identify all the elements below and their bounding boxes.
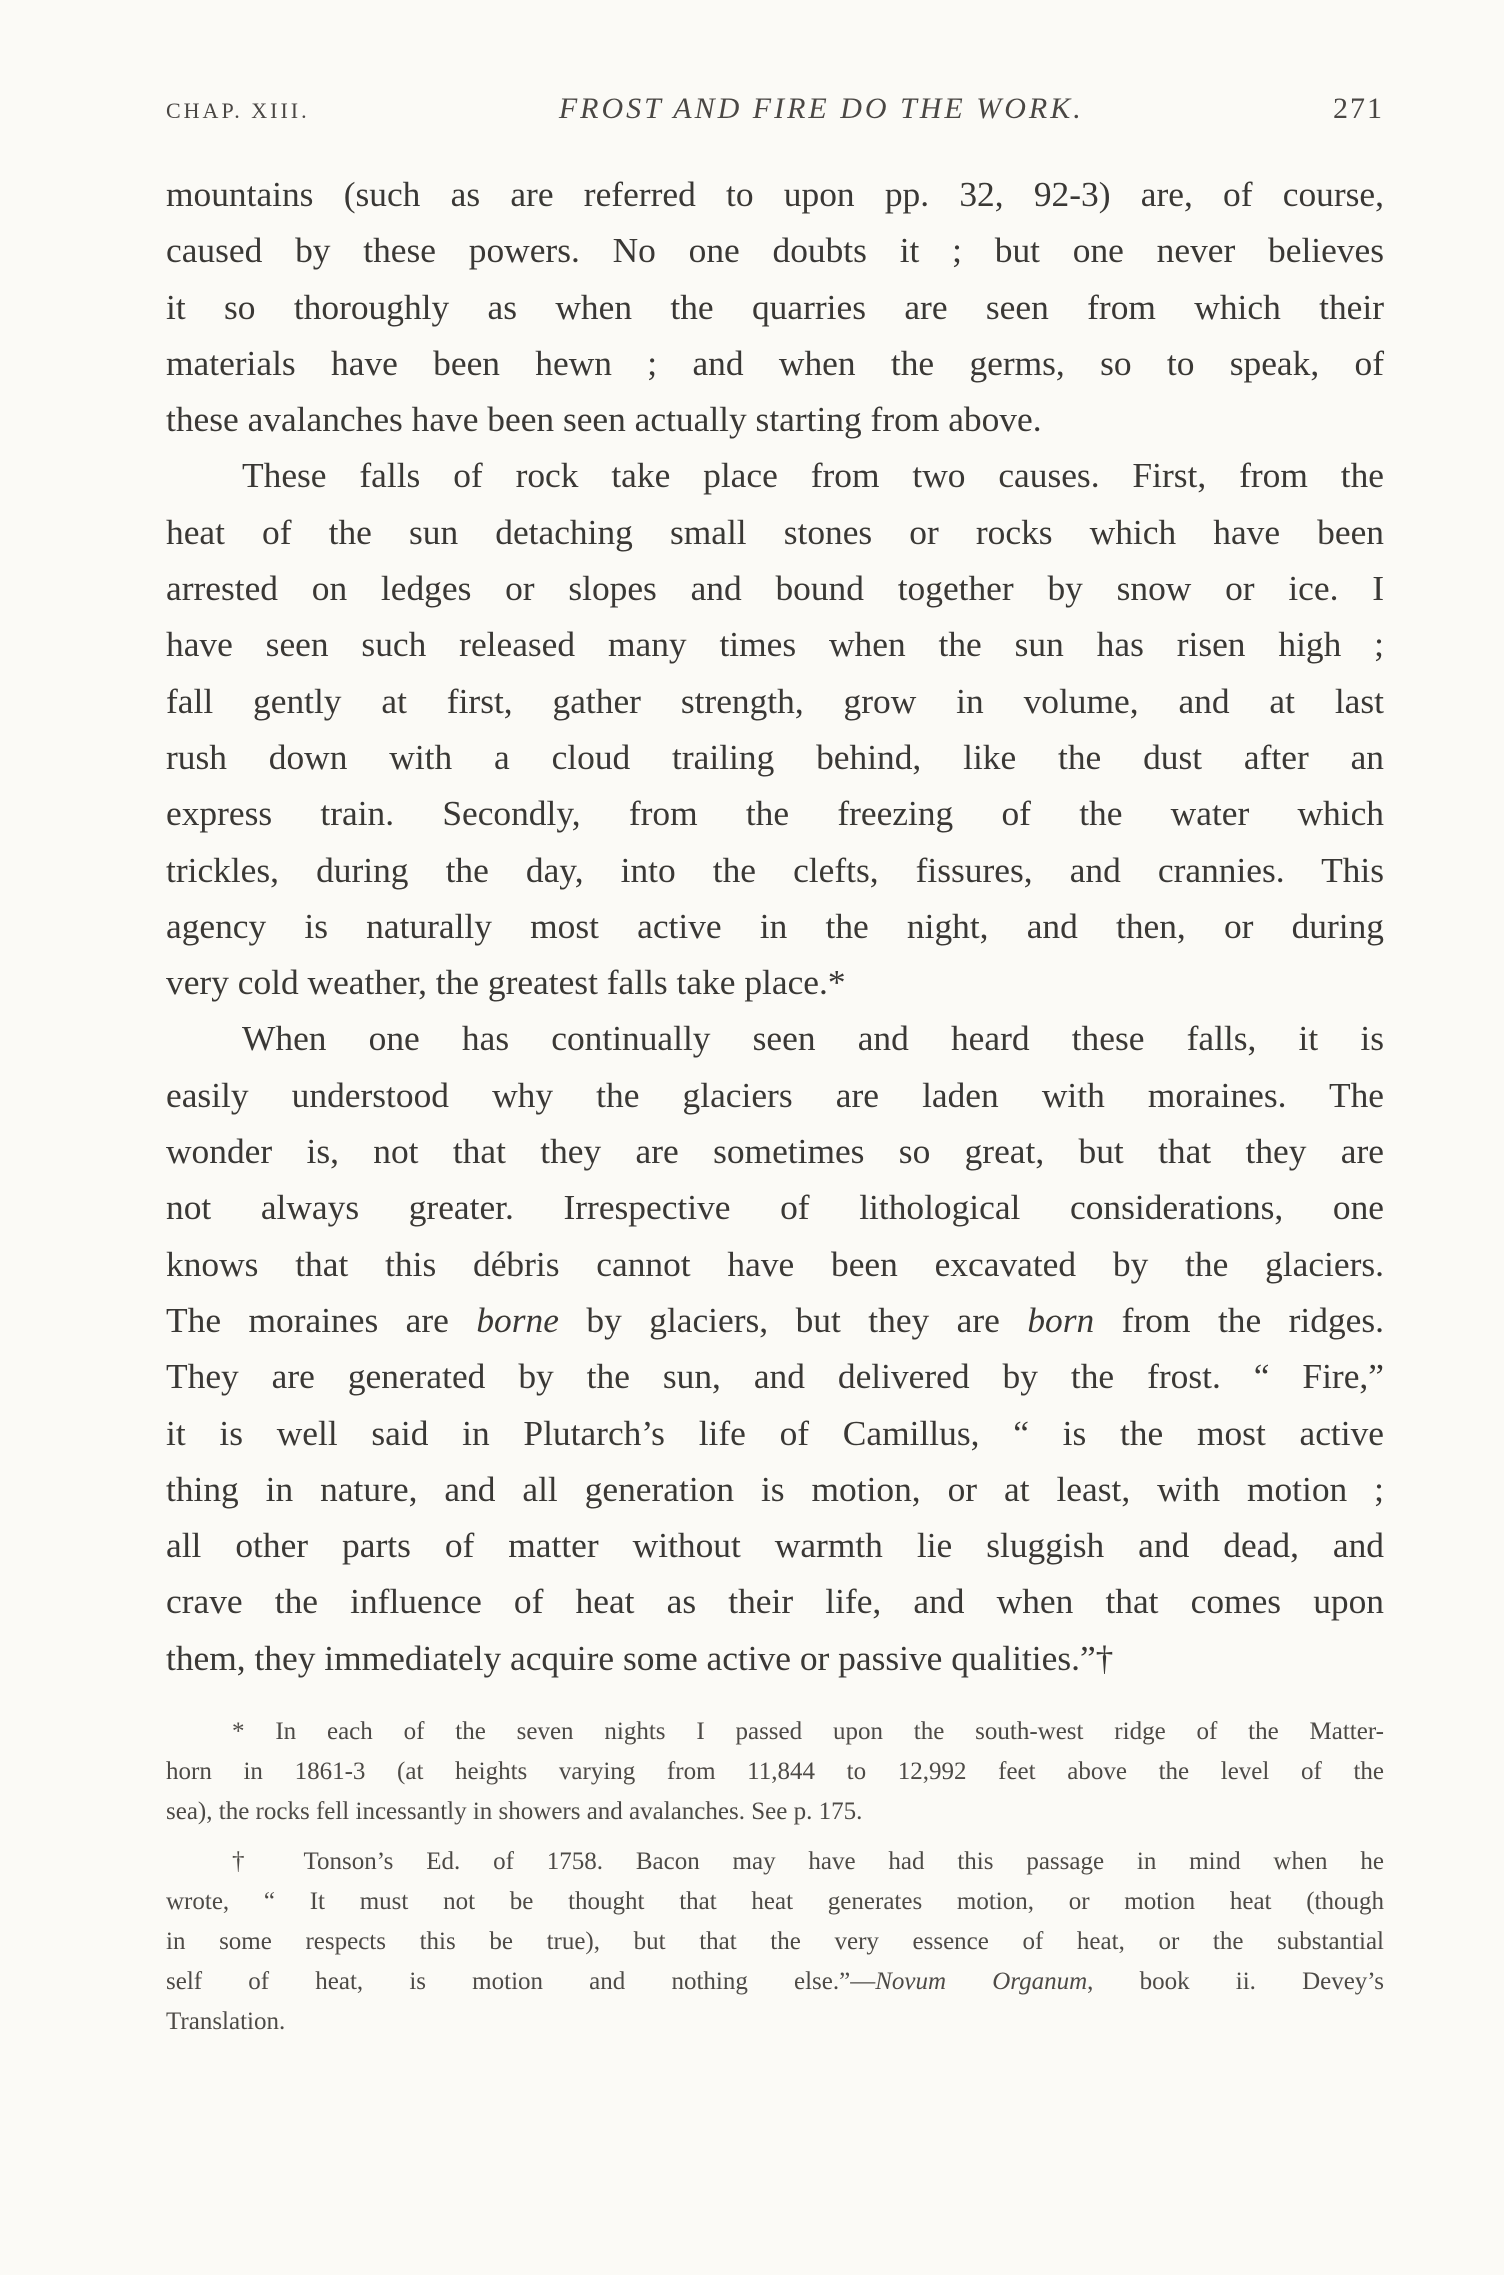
text-line: fall gently at first, gather strength, grow in volume, and at last <box>166 680 1384 721</box>
text-run: The moraines are <box>166 1299 477 1340</box>
text-line: wonder is, not that they are sometimes so great, but that they are <box>166 1131 1384 1172</box>
italic-title-novum-organum: Novum Organum <box>875 1968 1088 1996</box>
text-line: it so thoroughly as when the quarries are seen from which their <box>166 286 1384 327</box>
running-title: FROST AND FIRE DO THE WORK. <box>558 92 1084 125</box>
text-line: These falls of rock take place from two causes. First, from the <box>242 455 1384 496</box>
italic-word-born: born <box>1027 1299 1095 1340</box>
footnote-line: Translation. <box>166 2008 286 2036</box>
text-line <box>166 1292 1384 1348</box>
text-line: crave the influence of heat as their life, and when that comes upon <box>166 1581 1384 1622</box>
text-line: rush down with a cloud trailing behind, like the dust after an <box>166 736 1384 777</box>
text-line: it is well said in Plutarch’s life of Camillus, “ is the most active <box>166 1412 1384 1453</box>
text-run: self of heat, is motion and nothing else.”— <box>166 1968 876 1996</box>
text-run: , book ii. Devey’s <box>1087 1968 1384 1996</box>
main-text <box>166 166 1384 1686</box>
footnote-1 <box>166 1712 1384 1832</box>
chapter-label: CHAP. XIII. <box>166 98 310 123</box>
text-line: knows that this débris cannot have been excavated by the glaciers. <box>166 1243 1384 1284</box>
footnote-line: wrote, “ It must not be thought that heat generates motion, or motion heat (though <box>166 1888 1384 1916</box>
text-line: arrested on ledges or slopes and bound together by snow or ice. I <box>166 568 1384 609</box>
italic-word-borne: borne <box>476 1299 559 1340</box>
text-line: heat of the sun detaching small stones or rocks which have been <box>166 511 1384 552</box>
text-line: have seen such released many times when the sun has risen high ; <box>166 624 1384 665</box>
footnote-line: in some respects this be true), but that the very essence of heat, or the substantial <box>166 1928 1384 1956</box>
paragraph-3 <box>166 1010 1384 1686</box>
text-line: them, they immediately acquire some active or passive qualities.”† <box>166 1637 1114 1678</box>
footnote-line: horn in 1861-3 (at heights varying from 11,844 to 12,992 feet above the level of the <box>166 1758 1384 1786</box>
text-line: thing in nature, and all generation is motion, or at least, with motion ; <box>166 1468 1384 1509</box>
text-line: trickles, during the day, into the clefts, fissures, and crannies. This <box>166 849 1384 890</box>
footnote-line: * In each of the seven nights I passed upon the south-west ridge of the Matter- <box>232 1718 1384 1746</box>
footnote-line: † Tonson’s Ed. of 1758. Bacon may have had this passage in mind when he <box>232 1848 1384 1876</box>
paragraph-1 <box>166 166 1384 447</box>
running-header <box>166 92 1384 140</box>
text-line: agency is naturally most active in the night, and then, or during <box>166 905 1384 946</box>
book-page <box>166 92 1384 2052</box>
text-line: easily understood why the glaciers are laden with moraines. The <box>166 1074 1384 1115</box>
paragraph-2 <box>166 447 1384 1010</box>
text-line: express train. Secondly, from the freezing of the water which <box>166 793 1384 834</box>
text-line: these avalanches have been seen actually starting from above. <box>166 399 1042 440</box>
text-line: very cold weather, the greatest falls take place.* <box>166 962 846 1003</box>
footnotes <box>166 1712 1384 2042</box>
text-line: materials have been hewn ; and when the germs, so to speak, of <box>166 342 1384 383</box>
footnote-2 <box>166 1842 1384 2042</box>
text-line: not always greater. Irrespective of lithological considerations, one <box>166 1187 1384 1228</box>
text-line: caused by these powers. No one doubts it ; but one never believes <box>166 230 1384 271</box>
text-line: When one has continually seen and heard these falls, it is <box>242 1018 1384 1059</box>
text-run: by glaciers, but they are <box>558 1299 1028 1340</box>
page-number: 271 <box>1332 92 1384 125</box>
text-run: from the ridges. <box>1094 1299 1384 1340</box>
footnote-line: sea), the rocks fell incessantly in showers and avalanches. See p. 175. <box>166 1798 863 1826</box>
text-line: mountains (such as are referred to upon pp. 32, 92-3) are, of course, <box>166 174 1384 214</box>
footnote-line <box>166 1962 1384 2002</box>
text-line: They are generated by the sun, and delivered by the frost. “ Fire,” <box>166 1356 1384 1397</box>
text-line: all other parts of matter without warmth lie sluggish and dead, and <box>166 1525 1384 1566</box>
